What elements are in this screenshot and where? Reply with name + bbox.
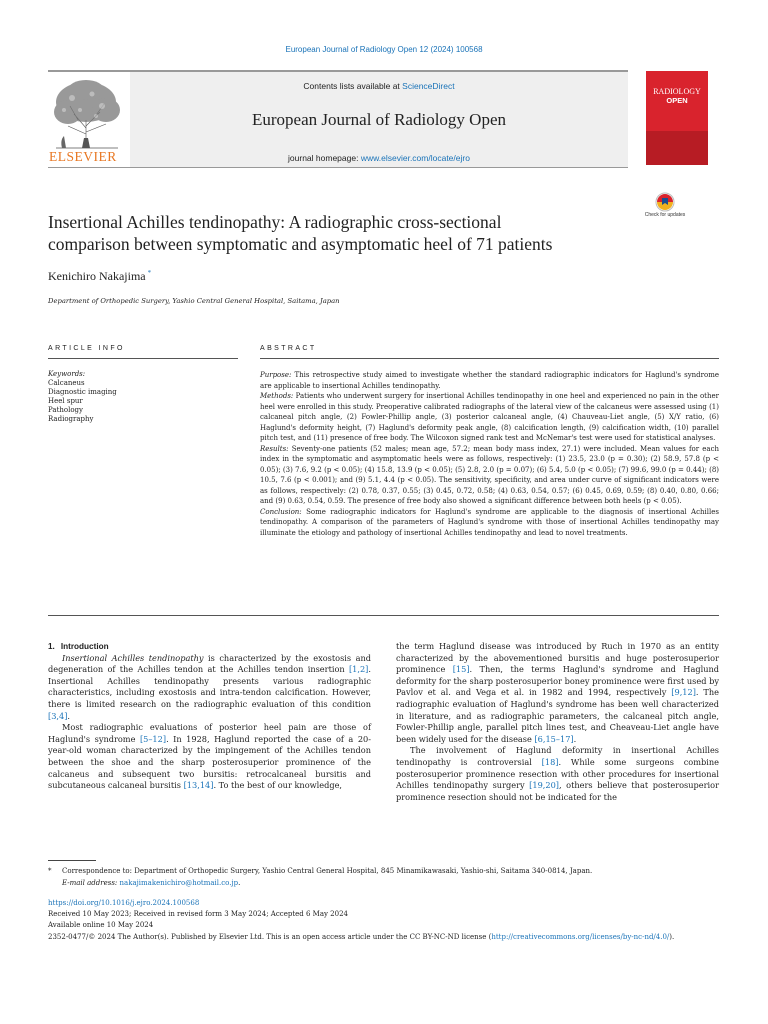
received-dates: Received 10 May 2023; Received in revised form 3 May 2024; Accepted 6 May 2024 xyxy=(48,910,348,919)
paragraph-text: . The radiographic evaluation of Haglund's syndrome has been well characterized in literature, and as radiographic parameters, the calcaneal pitch angle, Fowler-Phillip angle, parallel pitch lines test, and Cheaveau-Liet angle have been widely used for the disease xyxy=(396,687,719,744)
paragraph-text: is characterized by the exostosis and degeneration of the Achilles tendon at the Achilles tendon insertion xyxy=(48,652,371,675)
section-title: Introduction xyxy=(60,642,109,651)
body-column-right xyxy=(396,641,719,803)
paragraph-text: . xyxy=(67,710,71,721)
paragraph-text: The involvement of Haglund deformity in insertional Achilles tendinopathy is controversial xyxy=(396,745,719,767)
homepage-prefix: journal homepage: xyxy=(288,153,361,163)
email-note xyxy=(48,878,719,890)
purpose-label: Purpose: xyxy=(260,371,292,379)
section-heading-introduction xyxy=(48,641,371,653)
citation-link[interactable]: [6,15–17] xyxy=(534,733,574,744)
masthead-box xyxy=(130,72,628,167)
author-footnote-link[interactable]: * xyxy=(147,269,152,277)
cover-title-line2: OPEN xyxy=(666,96,688,105)
section-number: 1. xyxy=(48,642,55,651)
purpose-text: This retrospective study aimed to investigate whether the standard radiographic indicators for Haglund's syndrome are applicable to insertional Achilles tendinopathy. xyxy=(260,371,719,390)
keywords-label: Keywords: xyxy=(48,370,86,378)
methods-label: Methods: xyxy=(260,392,294,400)
intro-term: Insertional Achilles tendinopathy xyxy=(62,652,204,663)
license-text: 2352-0477/© 2024 The Author(s). Published by Elsevier Ltd. This is an open access article under the CC BY-NC-ND license ( xyxy=(48,932,492,941)
footnote-divider xyxy=(48,860,96,861)
keyword-item: Calcaneus xyxy=(48,379,85,387)
abstract-bottom-divider xyxy=(48,615,719,616)
article-info-divider xyxy=(48,358,238,359)
contents-prefix: Contents lists available at xyxy=(303,81,403,91)
citation-link[interactable]: [18] xyxy=(541,756,559,767)
journal-cover[interactable] xyxy=(646,71,708,165)
paragraph-text: the term Haglund disease was introduced by Ruch in 1970 as an entity characterized by the abovementioned bursitis and huge posterosuperior prominence xyxy=(396,641,719,675)
abstract-divider xyxy=(260,358,719,359)
abstract-body xyxy=(260,370,719,538)
conclusion-label: Conclusion: xyxy=(260,507,302,516)
email-end: . xyxy=(238,878,241,887)
contents-line xyxy=(130,81,628,91)
keyword-item: Heel spur xyxy=(48,397,83,405)
cover-title-line1: RADIOLOGY xyxy=(653,87,701,96)
affiliation: Department of Orthopedic Surgery, Yashio Central General Hospital, Saitama, Japan xyxy=(48,297,340,305)
citation-link[interactable]: [15] xyxy=(452,664,470,675)
article-title-line1: Insertional Achilles tendinopathy: A radiographic cross-sectional xyxy=(48,212,502,232)
abstract-purpose xyxy=(260,370,719,391)
keyword-item: Pathology xyxy=(48,406,83,414)
article-title xyxy=(48,211,638,255)
email-link[interactable]: nakajimakenichiro@hotmail.co.jp xyxy=(119,878,239,887)
journal-title: European Journal of Radiology Open xyxy=(252,110,506,129)
article-info-heading: ARTICLE INFO xyxy=(48,345,125,352)
correspondence-note xyxy=(48,866,719,878)
paragraph-text: . xyxy=(573,733,577,744)
elsevier-wordmark: ELSEVIER xyxy=(49,149,117,164)
results-label: Results: xyxy=(260,444,289,453)
footnotes xyxy=(48,866,719,889)
paragraph-text: Most radiographic evaluations of posterior heel pain are those of Haglund's syndrome xyxy=(48,722,371,744)
results-text: Seventy-one patients (52 males; mean age, 57.2; mean body mass index, 27.1) were included. Mean values for each index in the symptomatic and asymptomatic heels were as follows, respectively: (1) 23.5, 23.0 (p = 0.30); (2) 58.9, 57.8 (p < 0.05); (3) 7.6, 9.2 (p < 0.05); (4) 15.8, 13.9 (p < 0.05); (5) 2.8, 2.0 (p = 0.07); (6) 5.4, 5.0 (p < 0.05); (7) 99.6, 99.0 (p = 0.44); (8) 10.5, 7.6 (p < 0.001); and (9) 5.1, 4.4 (p < 0.05). The sensitivity, specificity, and area under curve of significant indicators were as follows, respectively: (2) 0.78, 0.37, 0.55; (3) 0.45, 0.72, 0.58; (4) 0.63, 0.54, 0.57; (6) 0.45, 0.69, 0.59; (8) 0.40, 0.80, 0.66; and (9) 0.63, 0.54, 0.59. The presence of free body also showed a significant difference between both heels (p < 0.05). xyxy=(260,444,719,505)
license-note xyxy=(48,932,719,943)
paragraph-text: . In 1928, Haglund reported the case of a 20-year-old woman characterized by the impingement of the Achilles tendon between the shoe and the sharp posterosuperior prominence of the calcaneus and subsequent two bursitis: retrocalcaneal bursitis and subcutaneous calcaneal bursitis xyxy=(48,733,372,791)
citation-link[interactable]: [9,12] xyxy=(671,687,696,698)
keywords-block xyxy=(48,370,238,424)
available-online: Available online 10 May 2024 xyxy=(48,921,154,930)
citation-link[interactable]: [13,14] xyxy=(183,780,214,791)
intro-paragraph xyxy=(396,641,719,745)
email-label: E-mail address: xyxy=(62,878,118,887)
doi-link[interactable]: https://doi.org/10.1016/j.ejro.2024.100568 xyxy=(48,899,200,907)
paragraph-text: . To the best of our knowledge, xyxy=(213,780,343,791)
intro-paragraph xyxy=(48,653,371,723)
journal-homepage xyxy=(130,153,628,163)
correspondence-text: Correspondence to: Department of Orthopedic Surgery, Yashio Central General Hospital, 845 Minamikawasaki, Yashio-shi, Saitama 340-0814, Japan. xyxy=(62,867,593,875)
body-column-left xyxy=(48,641,371,792)
citation-link[interactable]: [19,20] xyxy=(529,780,559,791)
running-head[interactable]: European Journal of Radiology Open 12 (2024) 100568 xyxy=(285,45,483,54)
paragraph-text: . While some surgeons combine posterosuperior prominence resection with other procedures for insertional Achilles tendinopathy surgery xyxy=(396,756,719,791)
abstract-heading: ABSTRACT xyxy=(260,345,317,352)
paragraph-text: . Insertional Achilles tendinopathy presents various radiographic characteristics, including exostosis and intra-tendon calcification. However, there is limited research on the radiographic evaluation of this condition xyxy=(48,664,371,709)
check-for-updates-label[interactable]: Check for updates xyxy=(644,212,686,218)
author-name: Kenichiro Nakajima xyxy=(48,269,146,283)
abstract-methods xyxy=(260,391,719,444)
intro-paragraph xyxy=(396,745,719,803)
author xyxy=(48,269,151,284)
citation-link[interactable]: [1,2] xyxy=(348,664,369,675)
license-link[interactable]: http://creativecommons.org/licenses/by-nc-nd/4.0/ xyxy=(491,932,670,941)
homepage-link[interactable]: www.elsevier.com/locate/ejro xyxy=(360,153,470,163)
intro-paragraph xyxy=(48,722,371,792)
paragraph-text: . Then, the terms Haglund's syndrome and Haglund deformity for the sharp posterosuperior boney prominence were first used by Pavlov et al. and Vega et al. in 1982 and 1994, respectively xyxy=(396,664,719,698)
citation-link[interactable]: [5–12] xyxy=(139,733,167,744)
license-text-end: ). xyxy=(669,932,675,941)
keyword-item: Diagnostic imaging xyxy=(48,388,117,396)
journal-masthead xyxy=(48,70,628,168)
article-title-line2: comparison between symptomatic and asymptomatic heel of 71 patients xyxy=(48,234,553,254)
sciencedirect-link[interactable]: ScienceDirect xyxy=(402,81,455,91)
keyword-item: Radiography xyxy=(48,415,94,423)
abstract-results xyxy=(260,444,719,507)
conclusion-text: Some radiographic indicators for Haglund's syndrome are applicable to the diagnosis of insertional Achilles tendinopathy. A comparison of the parameters of Haglund's syndrome with those of insertional Achilles tendinopathy may illuminate the etiology and pathology of insertional Achilles tendinopathy and lead to novel treatments. xyxy=(260,507,719,537)
methods-text: Patients who underwent surgery for insertional Achilles tendinopathy in one heel and experienced no pain in the other heel were enrolled in this study. Preoperative calibrated radiographs of the lateral view of the calcaneus were assessed using (1) calcaneal pitch angle, (2) Fowler-Phillip angle, (3) posterior calcaneal angle, (4) Chauveau-Liet angle, (5) X/Y ratio, (6) Haglund's deformity height, (7) Haglund's deformity peak angle, (8) calcification length, (9) calcification width, (10) parallel pitch test, and (11) presence of free body. The Wilcoxon signed rank test and McNemar's test were used for statistical analyses. xyxy=(260,392,719,442)
paragraph-text: , others believe that posterosuperior prominence resection should not be indicated for the xyxy=(396,780,719,802)
footnote-mark: * xyxy=(48,867,52,875)
abstract-conclusion xyxy=(260,507,719,539)
cover-artwork xyxy=(646,131,708,165)
citation-link[interactable]: [3,4] xyxy=(48,710,68,721)
publication-info xyxy=(48,898,719,943)
